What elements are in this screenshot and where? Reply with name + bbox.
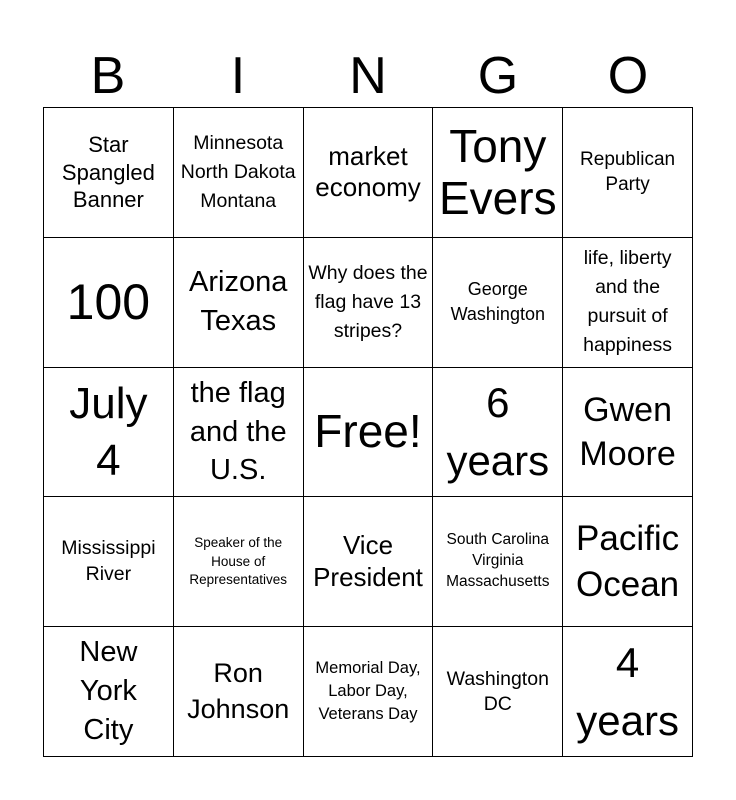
cell-text: Tony Evers: [438, 119, 557, 225]
bingo-cell: [563, 368, 693, 498]
cell-text: the flag and the U.S.: [189, 376, 287, 487]
bingo-cell: [304, 238, 434, 368]
header-letter-i: I: [230, 47, 246, 105]
bingo-cell: [44, 627, 174, 757]
header-letter-b: B: [90, 47, 126, 105]
cell-text: market economy: [315, 140, 421, 203]
header-letter-g: G: [477, 47, 519, 105]
bingo-cell: [304, 627, 434, 757]
bingo-cell: [44, 108, 174, 238]
cell-text: Vice President: [313, 530, 423, 592]
cell-text: Mississippi River: [61, 537, 156, 585]
cell-text: July 4: [69, 378, 148, 485]
bingo-grid: [43, 107, 693, 757]
bingo-cell: [304, 368, 434, 498]
bingo-cell: [44, 238, 174, 368]
cell-text: Minnesota North Dakota Montana: [180, 132, 296, 212]
bingo-cell: [563, 627, 693, 757]
bingo-cell: [174, 238, 304, 368]
cell-text: Memorial Day, Labor Day, Veterans Day: [315, 659, 421, 723]
bingo-cell: [433, 368, 563, 498]
bingo-cell: [304, 108, 434, 238]
cell-text: South Carolina Virginia Massachusetts: [446, 531, 550, 591]
bingo-cell: [563, 497, 693, 627]
cell-text: Republican Party: [580, 148, 676, 196]
cell-text: Speaker of the House of Representatives: [189, 535, 287, 587]
bingo-cell: [433, 108, 563, 238]
cell-text: George Washington: [450, 279, 545, 325]
cell-text: 100: [66, 274, 151, 331]
cell-text: 4 years: [576, 638, 679, 744]
bingo-cell: [563, 238, 693, 368]
header-letter-n: N: [349, 47, 387, 105]
bingo-cell: [174, 368, 304, 498]
cell-text: Washington DC: [446, 668, 549, 715]
cell-text: 6 years: [446, 379, 550, 484]
bingo-cell: [433, 238, 563, 368]
bingo-cell: [304, 497, 434, 627]
bingo-cell: [174, 108, 304, 238]
cell-text: Ron Johnson: [187, 657, 290, 724]
cell-text: Gwen Moore: [579, 390, 676, 473]
cell-text: Arizona Texas: [189, 266, 288, 338]
cell-text: New York City: [79, 636, 138, 747]
cell-text: Pacific Ocean: [576, 518, 680, 604]
cell-text: Free!: [314, 405, 422, 458]
header-letter-o: O: [607, 47, 649, 105]
bingo-cell: [174, 497, 304, 627]
bingo-cell: [563, 108, 693, 238]
bingo-header: [43, 46, 693, 106]
bingo-cell: [174, 627, 304, 757]
cell-text: Star Spangled Banner: [61, 132, 155, 213]
bingo-cell: [44, 497, 174, 627]
cell-text: life, liberty and the pursuit of happiness: [583, 247, 673, 357]
cell-text: Why does the flag have 13 stripes?: [308, 261, 428, 342]
bingo-cell: [433, 627, 563, 757]
bingo-cell: [433, 497, 563, 627]
bingo-cell: [44, 368, 174, 498]
